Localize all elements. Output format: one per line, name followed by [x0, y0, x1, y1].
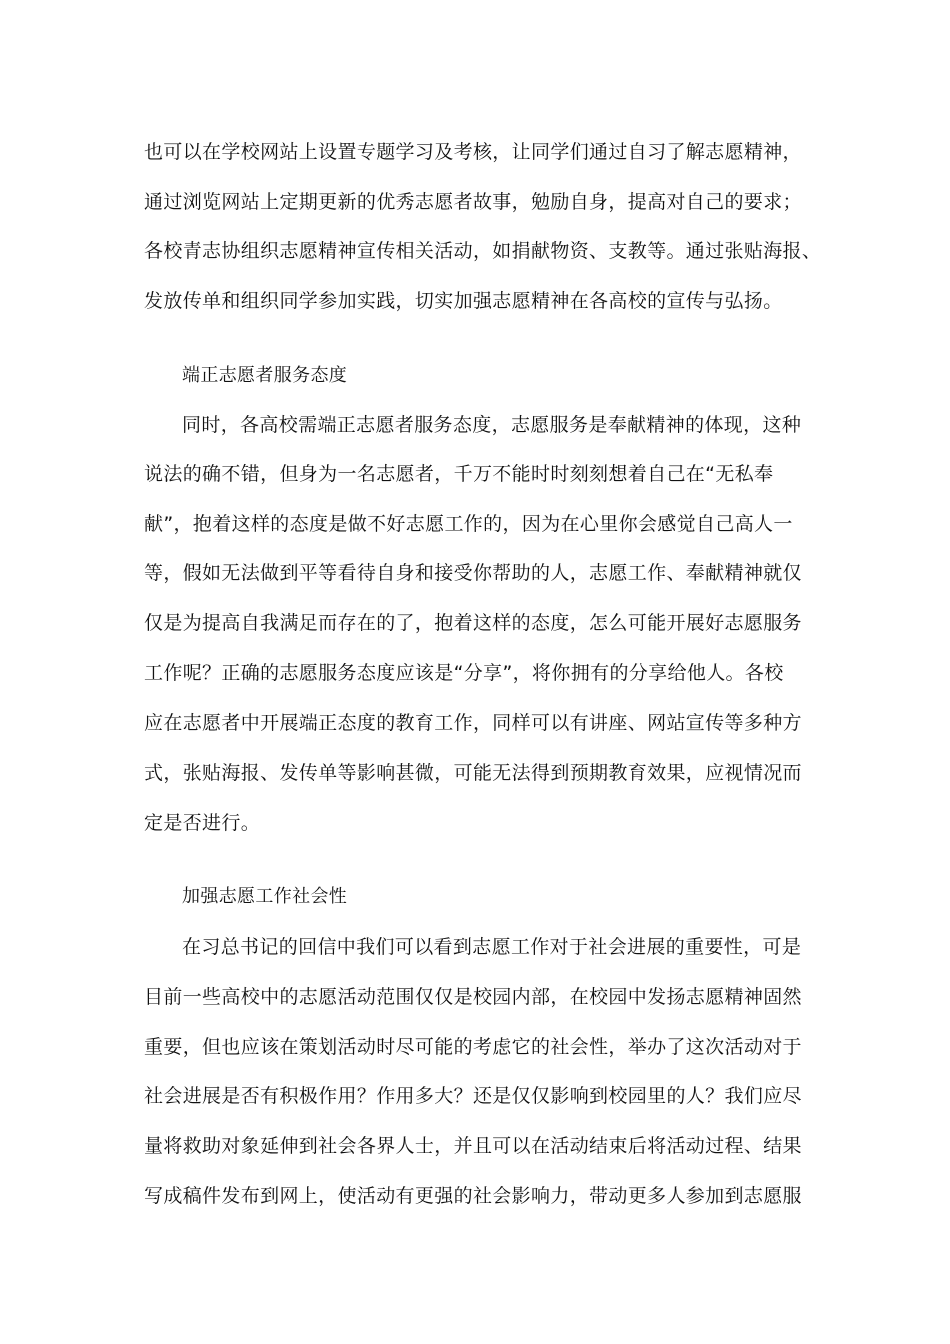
paragraph-line: 量将救助对象延伸到社会各界人士，并且可以在活动结束后将活动过程、结果 [144, 1135, 802, 1157]
paragraph-line: 也可以在学校网站上设置专题学习及考核，让同学们通过自习了解志愿精神， [144, 141, 802, 163]
paragraph-line: 发放传单和组织同学参加实践，切实加强志愿精神在各高校的宣传与弘扬。 [144, 290, 783, 312]
paragraph-line: 通过浏览网站上定期更新的优秀志愿者故事，勉励自身，提高对自己的要求； [144, 191, 802, 213]
paragraph-line: 重要，但也应该在策划活动时尽可能的考虑它的社会性，举办了这次活动对于 [144, 1036, 802, 1058]
paragraph-line: 仅是为提高自我满足而存在的了，抱着这样的态度，怎么可能开展好志愿服务 [144, 612, 802, 634]
paragraph-line: 定是否进行。 [144, 812, 261, 834]
paragraph-line: 同时，各高校需端正志愿者服务态度，志愿服务是奉献精神的体现，这种 [182, 414, 802, 436]
paragraph-line: 应在志愿者中开展端正态度的教育工作，同样可以有讲座、网站宣传等多种方 [144, 712, 802, 734]
paragraph-line: 工作呢？正确的志愿服务态度应该是“分享”，将你拥有的分享给他人。各校 [144, 662, 784, 684]
paragraph-line: 社会进展是否有积极作用？作用多大？还是仅仅影响到校园里的人？我们应尽 [144, 1085, 802, 1107]
paragraph-line: 等，假如无法做到平等看待自身和接受你帮助的人，志愿工作、奉献精神就仅 [144, 562, 802, 584]
paragraph-line: 献”，抱着这样的态度是做不好志愿工作的，因为在心里你会感觉自己高人一 [144, 513, 793, 535]
paragraph-line: 式，张贴海报、发传单等影响甚微，可能无法得到预期教育效果，应视情况而 [144, 762, 802, 784]
paragraph-line: 各校青志协组织志愿精神宣传相关活动，如捐献物资、支教等。通过张贴海报、 [144, 240, 822, 262]
paragraph-line: 说法的确不错，但身为一名志愿者，千万不能时时刻刻想着自己在“无私奉 [144, 463, 774, 485]
section-heading: 端正志愿者服务态度 [182, 365, 348, 386]
section-heading: 加强志愿工作社会性 [182, 886, 348, 907]
paragraph-line: 在习总书记的回信中我们可以看到志愿工作对于社会进展的重要性，可是 [182, 936, 802, 958]
paragraph-line: 写成稿件发布到网上，使活动有更强的社会影响力，带动更多人参加到志愿服 [144, 1185, 802, 1207]
paragraph-line: 目前一些高校中的志愿活动范围仅仅是校园内部，在校园中发扬志愿精神固然 [144, 986, 802, 1008]
